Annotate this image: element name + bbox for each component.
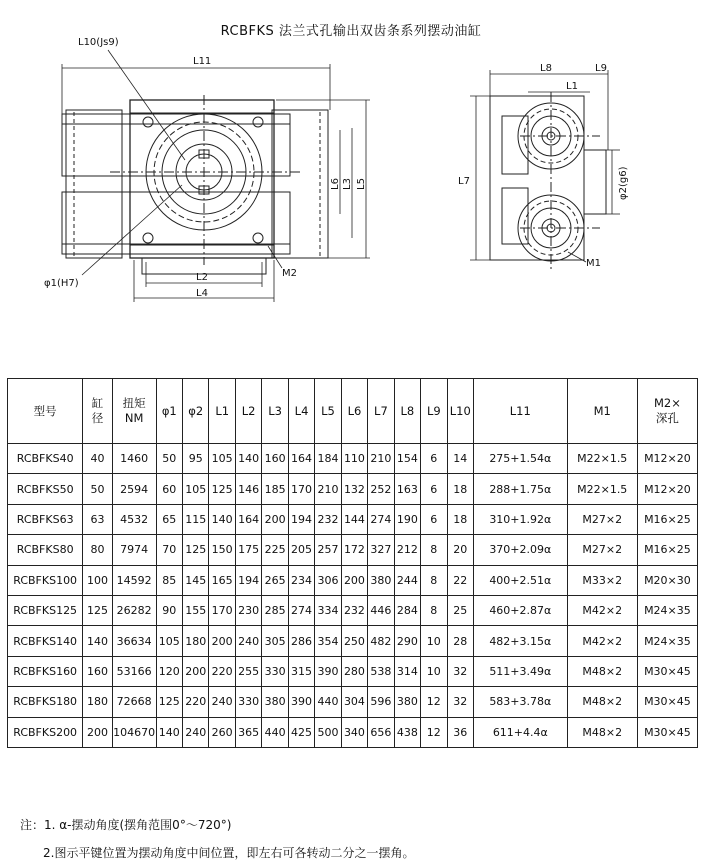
table-cell: RCBFKS40 [8,444,83,474]
table-cell: 275+1.54α [473,444,567,474]
table-cell: 440 [315,687,341,717]
table-cell: 110 [341,444,367,474]
drawing-title: RCBFKS 法兰式孔输出双齿条系列摆动油缸 [220,24,482,39]
table-cell: 210 [315,474,341,504]
table-cell: 140 [235,444,261,474]
spec-table [7,378,698,748]
table-cell: 164 [288,444,314,474]
label-l8: L8 [540,63,552,74]
table-cell: 95 [183,444,209,474]
table-cell: 18 [447,504,473,534]
table-cell: 370+2.09α [473,535,567,565]
table-cell: 230 [235,595,261,625]
table-cell: 145 [183,565,209,595]
header-cell: L9 [421,379,447,444]
technical-drawing [0,0,702,370]
table-cell: M33×2 [567,565,637,595]
header-cell: L10 [447,379,473,444]
table-cell: 380 [262,687,288,717]
table-row [8,717,698,747]
table-cell: 511+3.49α [473,656,567,686]
table-cell: 220 [183,687,209,717]
table-header-row [8,379,698,444]
label-l1: L1 [566,81,578,92]
table-cell: 12 [421,687,447,717]
table-cell: 63 [83,504,113,534]
table-cell: 284 [394,595,420,625]
table-cell: 22 [447,565,473,595]
table-cell: 155 [183,595,209,625]
table-row [8,444,698,474]
table-cell: 150 [209,535,235,565]
table-cell: 8 [421,535,447,565]
table-cell: M27×2 [567,535,637,565]
table-cell: 310+1.92α [473,504,567,534]
table-cell: RCBFKS50 [8,474,83,504]
table-cell: M42×2 [567,595,637,625]
table-cell: 172 [341,535,367,565]
table-cell: 104670 [112,717,156,747]
table-cell: 446 [368,595,394,625]
table-cell: 144 [341,504,367,534]
table-cell: 184 [315,444,341,474]
table-cell: 40 [83,444,113,474]
table-cell: M20×30 [637,565,697,595]
table-cell: 220 [209,656,235,686]
table-cell: 125 [209,474,235,504]
header-cell: M1 [567,379,637,444]
table-cell: M48×2 [567,717,637,747]
header-cell: 缸 径 [83,379,113,444]
table-cell: M42×2 [567,626,637,656]
table-cell: 10 [421,626,447,656]
table-cell: 14592 [112,565,156,595]
table-cell: 165 [209,565,235,595]
table-cell: 26282 [112,595,156,625]
table-cell: 28 [447,626,473,656]
table-cell: RCBFKS80 [8,535,83,565]
table-cell: M22×1.5 [567,474,637,504]
label-l11: L11 [193,56,212,67]
table-cell: 255 [235,656,261,686]
table-cell: 327 [368,535,394,565]
table-cell: 440 [262,717,288,747]
header-cell: L11 [473,379,567,444]
table-cell: 460+2.87α [473,595,567,625]
table-cell: 205 [288,535,314,565]
label-l3: L3 [342,178,353,190]
header-cell: L6 [341,379,367,444]
table-cell: M48×2 [567,656,637,686]
table-cell: 425 [288,717,314,747]
table-cell: 583+3.78α [473,687,567,717]
table-cell: 70 [156,535,182,565]
label-phi1: φ1(H7) [44,278,79,289]
table-cell: 6 [421,474,447,504]
header-cell: 型号 [8,379,83,444]
table-cell: 20 [447,535,473,565]
table-cell: 288+1.75α [473,474,567,504]
label-l2: L2 [196,272,208,283]
table-cell: 6 [421,504,447,534]
table-cell: M30×45 [637,656,697,686]
table-cell: 314 [394,656,420,686]
table-cell: 234 [288,565,314,595]
table-cell: 334 [315,595,341,625]
table-cell: 212 [394,535,420,565]
table-cell: 85 [156,565,182,595]
table-row [8,656,698,686]
table-cell: 53166 [112,656,156,686]
table-cell: 160 [83,656,113,686]
table-cell: 50 [83,474,113,504]
table-cell: 32 [447,687,473,717]
table-cell: 330 [235,687,261,717]
table-cell: 340 [341,717,367,747]
table-cell: 65 [156,504,182,534]
table-cell: 6 [421,444,447,474]
table-cell: 274 [368,504,394,534]
table-cell: RCBFKS63 [8,504,83,534]
table-cell: 132 [341,474,367,504]
table-cell: 380 [394,687,420,717]
table-cell: 400+2.51α [473,565,567,595]
table-cell: 240 [235,626,261,656]
table-cell: 482 [368,626,394,656]
table-cell: RCBFKS180 [8,687,83,717]
table-cell: 285 [262,595,288,625]
table-cell: 36634 [112,626,156,656]
table-row [8,595,698,625]
table-cell: RCBFKS140 [8,626,83,656]
table-cell: 140 [83,626,113,656]
table-cell: 240 [183,717,209,747]
table-cell: 365 [235,717,261,747]
table-cell: 232 [315,504,341,534]
table-cell: 4532 [112,504,156,534]
table-cell: 146 [235,474,261,504]
table-cell: 105 [156,626,182,656]
header-cell: φ2 [183,379,209,444]
label-m1: M1 [586,258,601,269]
table-cell: 306 [315,565,341,595]
table-cell: 315 [288,656,314,686]
label-l9: L9 [595,63,607,74]
table-row [8,626,698,656]
table-cell: 170 [288,474,314,504]
table-cell: 252 [368,474,394,504]
table-cell: 500 [315,717,341,747]
table-cell: 244 [394,565,420,595]
header-cell: L1 [209,379,235,444]
table-cell: M16×25 [637,504,697,534]
table-cell: 163 [394,474,420,504]
table-cell: M30×45 [637,717,697,747]
table-cell: 290 [394,626,420,656]
table-cell: 611+4.4α [473,717,567,747]
table-cell: 14 [447,444,473,474]
table-cell: RCBFKS100 [8,565,83,595]
table-cell: 225 [262,535,288,565]
table-cell: 2594 [112,474,156,504]
table-cell: 90 [156,595,182,625]
table-cell: 274 [288,595,314,625]
table-cell: 240 [209,687,235,717]
table-cell: 18 [447,474,473,504]
table-cell: M27×2 [567,504,637,534]
label-l7: L7 [458,176,470,187]
table-cell: 25 [447,595,473,625]
label-l10: L10(Js9) [78,37,119,48]
label-l6: L6 [330,178,341,190]
table-cell: 380 [368,565,394,595]
table-row [8,535,698,565]
table-cell: 140 [209,504,235,534]
table-cell: 170 [209,595,235,625]
table-cell: 232 [341,595,367,625]
table-cell: 200 [341,565,367,595]
table-cell: 154 [394,444,420,474]
table-cell: 1460 [112,444,156,474]
table-cell: 265 [262,565,288,595]
label-phi2: φ2(g6) [618,166,629,200]
table-cell: 36 [447,717,473,747]
header-cell: L3 [262,379,288,444]
table-cell: 105 [209,444,235,474]
table-cell: 438 [394,717,420,747]
table-cell: M48×2 [567,687,637,717]
header-cell: L5 [315,379,341,444]
table-cell: 286 [288,626,314,656]
table-cell: 200 [209,626,235,656]
table-cell: 482+3.15α [473,626,567,656]
table-cell: 190 [394,504,420,534]
table-cell: 100 [83,565,113,595]
table-cell: 125 [83,595,113,625]
table-cell: 50 [156,444,182,474]
table-row [8,504,698,534]
table-cell: 354 [315,626,341,656]
table-cell: M24×35 [637,626,697,656]
table-cell: 185 [262,474,288,504]
label-l4: L4 [196,288,208,299]
table-cell: M16×25 [637,535,697,565]
table-cell: 200 [262,504,288,534]
table-cell: 105 [183,474,209,504]
header-cell: L4 [288,379,314,444]
table-cell: M24×35 [637,595,697,625]
table-cell: 210 [368,444,394,474]
table-cell: 200 [83,717,113,747]
table-cell: 72668 [112,687,156,717]
side-view [490,92,606,270]
table-cell: 140 [156,717,182,747]
table-cell: 194 [235,565,261,595]
table-cell: 538 [368,656,394,686]
table-cell: 194 [288,504,314,534]
table-cell: 257 [315,535,341,565]
label-l5: L5 [356,178,367,190]
label-m2: M2 [282,268,297,279]
table-cell: 390 [315,656,341,686]
table-cell: 125 [183,535,209,565]
table-cell: 8 [421,565,447,595]
table-cell: 160 [262,444,288,474]
header-cell: M2× 深孔 [637,379,697,444]
table-cell: 115 [183,504,209,534]
table-cell: 305 [262,626,288,656]
table-cell: 125 [156,687,182,717]
table-cell: 390 [288,687,314,717]
table-cell: 80 [83,535,113,565]
table-cell: 164 [235,504,261,534]
table-cell: 260 [209,717,235,747]
header-cell: L2 [235,379,261,444]
table-cell: M12×20 [637,474,697,504]
table-row [8,565,698,595]
table-cell: RCBFKS125 [8,595,83,625]
header-cell: L7 [368,379,394,444]
table-cell: 330 [262,656,288,686]
table-row [8,474,698,504]
table-cell: 60 [156,474,182,504]
table-cell: RCBFKS200 [8,717,83,747]
table-cell: 12 [421,717,447,747]
table-cell: 596 [368,687,394,717]
header-cell: L8 [394,379,420,444]
front-view [62,95,328,274]
table-cell: 8 [421,595,447,625]
table-cell: 280 [341,656,367,686]
table-cell: RCBFKS160 [8,656,83,686]
table-cell: M22×1.5 [567,444,637,474]
table-cell: M30×45 [637,687,697,717]
table-row [8,687,698,717]
note-line-1: 注：1. α-摆动角度(摆角范围0°～720°) [20,818,232,832]
table-cell: 250 [341,626,367,656]
note-line-2: 2.图示平键位置为摆动角度中间位置，即左右可各转动二分之一摆角。 [43,846,415,860]
table-cell: 10 [421,656,447,686]
table-cell: M12×20 [637,444,697,474]
header-cell: φ1 [156,379,182,444]
table-cell: 656 [368,717,394,747]
table-cell: 180 [83,687,113,717]
header-cell: 扭矩 NM [112,379,156,444]
table-cell: 32 [447,656,473,686]
table-cell: 180 [183,626,209,656]
table-cell: 304 [341,687,367,717]
table-cell: 7974 [112,535,156,565]
table-cell: 200 [183,656,209,686]
table-cell: 175 [235,535,261,565]
table-cell: 120 [156,656,182,686]
